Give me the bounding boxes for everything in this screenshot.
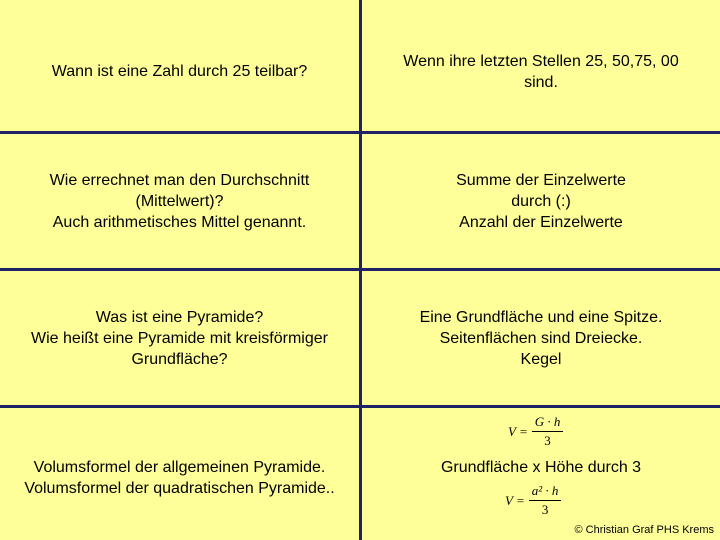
answer-cell — [362, 271, 720, 405]
formula-denominator: 3 — [541, 502, 549, 517]
formula-general-pyramid — [508, 414, 563, 449]
answer-text: Eine Grundfläche und eine Spitze. — [419, 308, 663, 326]
formula-fraction — [529, 483, 562, 518]
answer-text: Summe der Einzelwerte — [456, 171, 626, 189]
answer-text: Grundfläche x Höhe durch 3 — [440, 458, 642, 476]
question-text: Auch arithmetisches Mittel genannt. — [52, 213, 307, 231]
formula-numerator: G · h — [532, 414, 564, 432]
question-text: Wie heißt eine Pyramide mit kreisförmiger — [31, 329, 328, 347]
question-text: Wann ist eine Zahl durch 25 teilbar? — [51, 63, 308, 80]
answer-cell — [362, 134, 720, 268]
formula-lhs: V = — [508, 423, 528, 439]
answer-text: Wenn ihre letzten Stellen 25, 50,75, 00 — [403, 52, 679, 70]
question-text: (Mittelwert)? — [135, 192, 224, 210]
answer-text: Anzahl der Einzelwerte — [459, 213, 623, 231]
answer-text: sind. — [524, 73, 558, 91]
question-text: Grundfläche? — [131, 350, 228, 368]
question-text: Was ist eine Pyramide? — [95, 308, 264, 326]
answer-text: durch (:) — [511, 192, 571, 210]
formula-numerator: a² · h — [529, 483, 562, 501]
answer-text: Seitenflächen sind Dreiecke. — [439, 329, 643, 347]
question-text: Wie errechnet man den Durchschnitt — [49, 171, 310, 189]
formula-fraction — [532, 414, 564, 449]
formula-lhs: V = — [505, 492, 525, 508]
question-text: Volumsformel der allgemeinen Pyramide. — [33, 459, 326, 476]
formula-square-pyramid — [505, 483, 561, 518]
answer-text: Kegel — [520, 350, 562, 368]
question-cell — [0, 134, 359, 268]
formula-denominator: 3 — [544, 433, 551, 448]
answer-cell — [362, 0, 720, 131]
question-cell — [0, 271, 359, 405]
copyright-notice: © Christian Graf PHS Krems — [574, 524, 714, 536]
question-text: Volumsformel der quadratischen Pyramide.. — [24, 480, 335, 497]
question-cell — [0, 408, 359, 540]
question-cell — [0, 0, 359, 131]
